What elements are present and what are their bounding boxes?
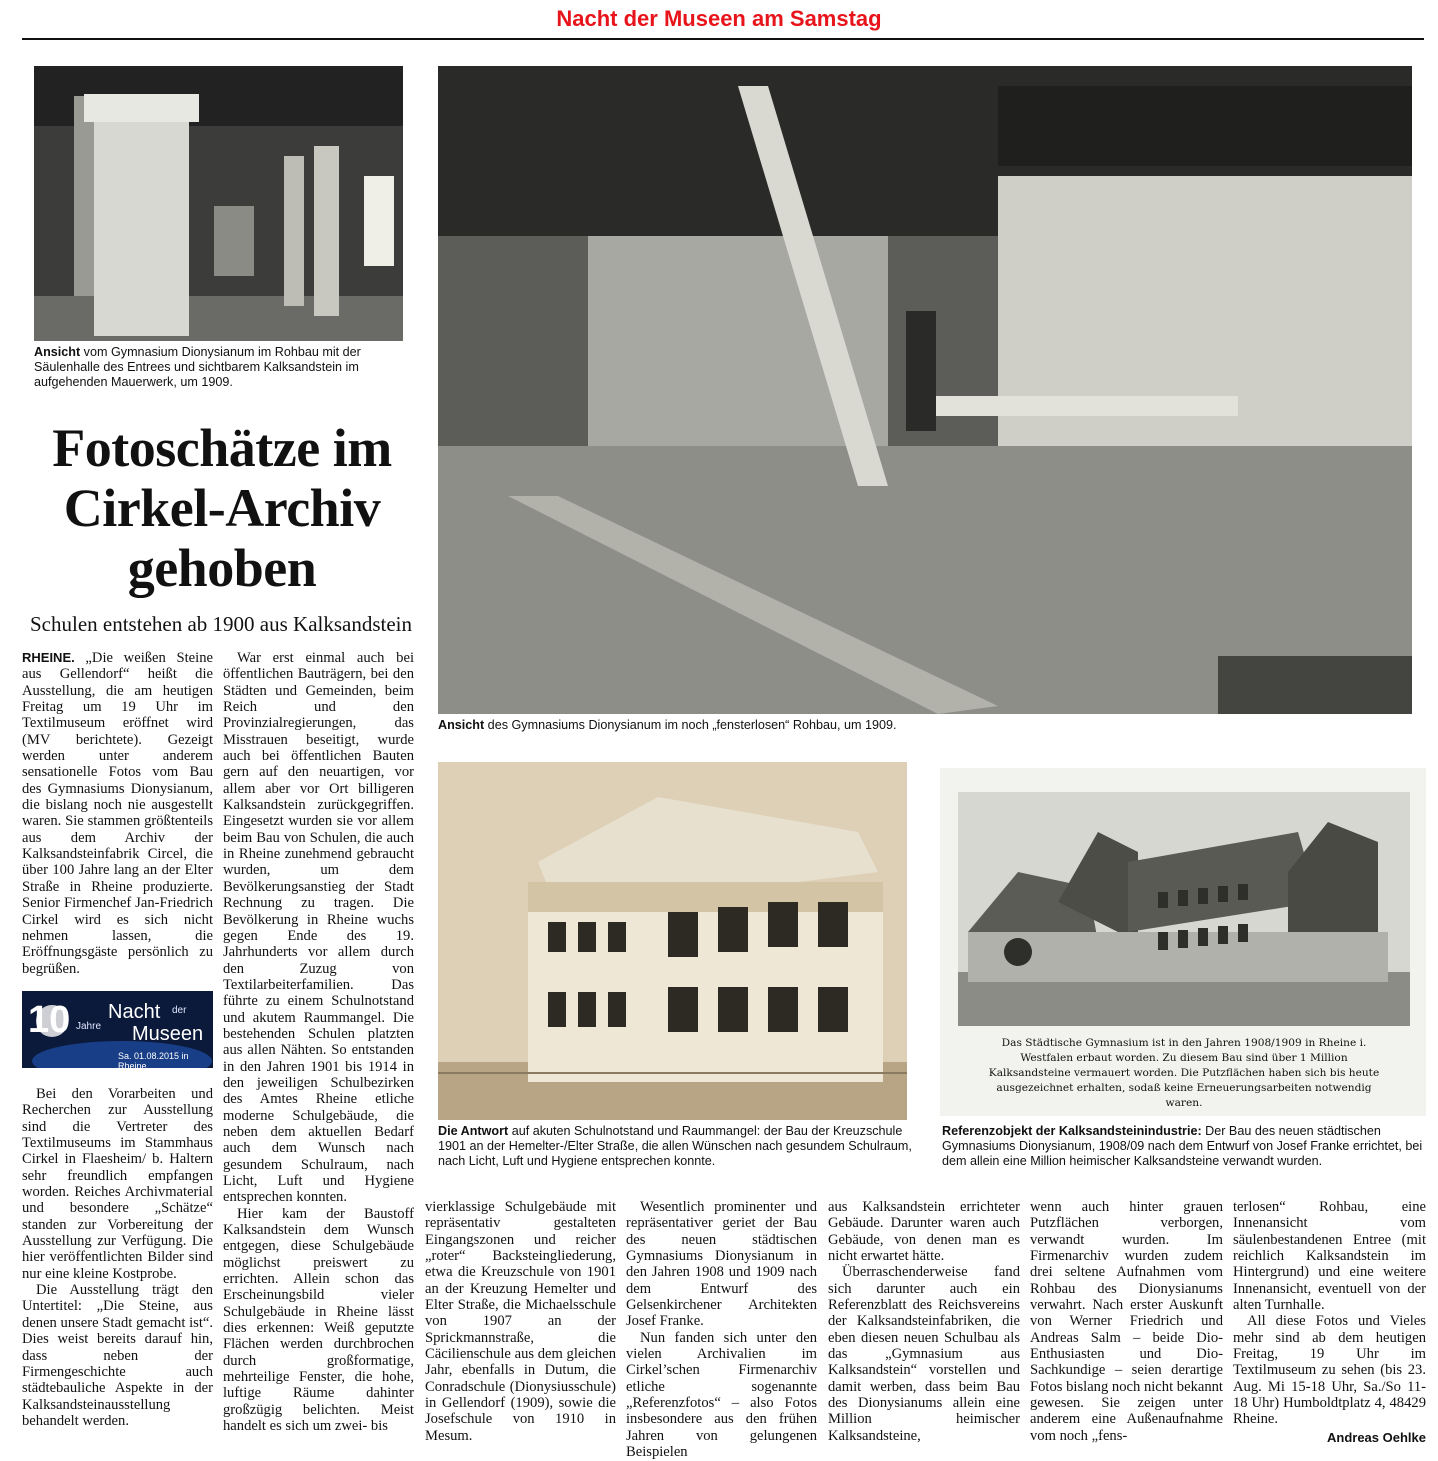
caption-text: auf akuten Schulnotstand und Raummangel: der Bau der Kreuzschule 1901 an der Hemelter-/Elter Straße, die allen Wünschen nach gesundem Schulraum, nach Licht, Luft und Hygiene entsprechen konnte. [438,1124,912,1168]
photo-column-hall [34,66,403,341]
badge-jahre: Jahre [76,1021,102,1032]
caption-text: vom Gymnasium Dionysianum im Rohbau mit der Säulenhalle des Entrees und sichtbarem Kalksandstein im aufgehenden Mauerwerk, um 1909. [34,345,361,389]
body-column-3 [425,1199,616,1444]
headline-line: Cirkel-Archiv [63,478,381,538]
body-column-4 [626,1199,817,1461]
nacht-der-museen-badge [22,991,213,1068]
paragraph: aus Kalksandstein errichteter Gebäude. Darunter waren auch Gebäude, von denen man es nicht erwartet hätte. [828,1199,1020,1265]
caption-bold: Ansicht [438,718,485,732]
paragraph: Die Ausstellung trägt den Untertitel: „Die Steine, aus denen unsere Stadt gemacht ist“. Dies weist bereits darauf hin, dass neben der Firmengeschichte auch städtebauliche Aspekte in der Kalksandsteinausstellung behandelt werden. [22,1282,213,1429]
paragraph [22,650,213,977]
photo-kreuzschule [438,762,907,1120]
paragraph: Bei den Vorarbeiten und Recherchen zur Ausstellung sind die Vertreter des Textilmuseums im Stammhaus Cirkel in Flaesheim/ b. Haltern sehr freundlich empfangen worden. Reiches Archivmaterial und besondere „Schätze“ standen zur Vorbereitung der Ausstellung zur Verfügung. Die hier veröffentlichten Bilder sind nur eine kleine Kostprobe. [22,1086,213,1282]
paragraph: terlosen“ Rohbau, eine Innenansicht vom säulenbestandenen Entree (mit reichlich Kalksandstein im Hintergrund) und eine weitere Innenansicht, eventuell von der alten Turnhalle. [1233,1199,1426,1314]
top-rule [22,38,1424,40]
reference-document [940,768,1426,1116]
headline [30,418,414,598]
paragraph-text: „Die weißen Steine aus Gellendorf“ heißt die Ausstellung, die am heutigen Freitag um 19 Uhr im Textilmuseum eröffnet wird (MV berichtete). Gezeigt werden unter anderem sensationelle Fotos vom Bau des Gymnasiums Dionysianum, die bislang noch nie ausgestellt waren. Sie stammen größtenteils aus dem Archiv der Kalksandsteinfabrik Circel, die über 100 Jahre lang an der Elter Straße in Rheine produzierte. Senior Firmenchef Jan-Friedrich Cirkel wird es sich nicht nehmen lassen, die Eröffnungsgäste persönlich zu begrüßen. [22,650,213,977]
caption-column-hall [34,345,403,390]
caption-interior [438,718,1412,733]
paragraph: Überraschenderweise fand sich darunter auch ein Referenzblatt des Reichsvereins der Kalksandsteinfabriken, die eben diesen neuen Schulbau als das „Gymnasium aus Kalksandstein“ vorstellen und damit werben, dass beim Bau des Dionysianums allein eine Million heimischer Kalksandsteine, [828,1264,1020,1444]
paragraph: wenn auch hinter grauen Putzflächen verborgen, verwandt wurden. Im Firmenarchiv wurden zudem drei seltene Aufnahmen vom Rohbau des Dionysianums verwahrt. Nach erster Auskunft von Werner Friedrich und Andreas Salm – beide Dio-Enthusiasten und Dio-Sachkundige – seien derartige Fotos bislang noch nicht bekannt gewesen. Sie zeigen unter anderem eine Außenaufnahme vom noch „fens- [1030,1199,1223,1444]
paragraph: War erst einmal auch bei öffentlichen Bauträgern, bei den Städten und Gemeinden, beim Reich und den Provinzialregierungen, das Misstrauen beseitigt, wurde auch bei öffentlichen Bauten gern auf den neuartigen, vor allem aber vor Ort billigeren Kalksandstein zurückgegriffen. Eingesetzt wurden sie vor allem beim Bau von Schulen, die auch in Rheine zunehmend gebraucht wurden, um dem Bevölkerungsanstieg der Stadt Rechnung zu tragen. Die Bevölkerung in Rheine wuchs gegen Ende des 19. Jahrhunderts vor allem durch den Zuzug von Textilarbeiterfamilien. Das führte zu einem Schulnotstand und akutem Raummangel. Die bestehenden Schulen platzten aus allen Nähten. So entstanden in den Jahren 1901 bis 1914 in den jeweiligen Schulbezirken des Amtes Rheine etliche moderne Schulgebäude, die neben dem aktuellen Bedarf auch dem Wunsch nach gesundem Schulraum, nach Licht, Luft und Hygiene entsprechen konnten. [223,650,414,1206]
body-column-6 [1030,1199,1223,1444]
body-column-5 [828,1199,1020,1444]
headline-line: gehoben [127,538,317,598]
subheadline: Schulen entstehen ab 1900 aus Kalksandstein [30,612,412,636]
caption-bold: Referenzobjekt der Kalksandsteinindustrie: [942,1124,1202,1138]
paragraph: Hier kam der Baustoff Kalksandstein dem Wunsch entgegen, diese Schulgebäude möglichst preiswert zu errichten. Allein schon das Erscheinungsbild vieler Schulgebäude in Rheine lässt dies erkennen: Weiß geputzte Flächen werden durchbrochen durch großformatige, mehrteilige Fenster, die hohe, luftige Räume dahinter großzügig belichten. Meist handelt es sich um zwei- bis [223,1205,414,1435]
paragraph: All diese Fotos und Vieles mehr sind ab dem heutigen Freitag, 19 Uhr im Textilmuseum zu sehen (bis 23. Aug. Mi 15-18 Uhr, Sa./So 11-18 Uhr) Humboldtplatz 4, 48429 Rheine. [1233,1313,1426,1428]
caption-bold: Die Antwort [438,1124,509,1138]
paragraph: Wesentlich prominenter und repräsentativer geriet der Bau des neuen städtischen Gymnasiums Dionysianum in den Jahren 1908 und 1909 nach dem Entwurf des Gelsenkirchener Architekten Josef Franke. [626,1199,817,1330]
caption-bold: Ansicht [34,345,81,359]
badge-museen: Museen [132,1023,204,1045]
caption-kreuzschule [438,1124,913,1169]
badge-nacht: Nacht [108,1001,161,1023]
caption-text: des Gymnasiums Dionysianum im noch „fensterlosen“ Rohbau, um 1909. [484,718,897,732]
headline-line: Fotoschätze im [52,418,392,478]
body-column-1 [22,650,213,977]
caption-text: Der Bau des neuen städtischen Gymnasiums Dionysianum, 1908/09 nach dem Entwurf von Josef Franke errichtet, bei dem allein eine Million heimischer Kalksandsteine verwandt wurden. [942,1124,1423,1168]
document-caption: Das Städtische Gymnasium ist in den Jahren 1908/1909 in Rheine i. Westfalen erbaut worden. Zu diesem Bau sind über 1 Million Kalksandsteine vermauert worden. Die Putzflächen haben sich bis heute ausgezeichnet erhalten, sodaß keine Erneuerungsarbeiten notwendig waren. [988,1037,1380,1109]
body-column-1b [22,1086,213,1429]
author-byline: Andreas Oehlke [1327,1430,1426,1445]
paragraph: Nun fanden sich unter den vielen Archivalien im Cirkel’schen Firmenarchiv etliche sogenannte „Referenzfotos“ – also Fotos insbesondere aus den frühen Jahren von gelungenen Beispielen [626,1329,817,1461]
photo-gymnasium-reference [958,792,1410,1026]
caption-reference [942,1124,1426,1169]
body-column-2 [223,650,414,1435]
kicker-heading: Nacht der Museen am Samstag [556,6,882,31]
badge-der: der [172,1005,187,1016]
badge-date: Sa. 01.08.2015 in Rheine [118,1051,189,1068]
badge-number: 10 [28,999,71,1041]
paragraph: vierklassige Schulgebäude mit repräsentativ gestalteten Eingangszonen und reicher „roter“ Backsteingliederung, etwa die Kreuzschule von 1901 an der Kreuzung Hemelter und Elter Straße, die Michaelsschule von 1907 an der Sprickmannstraße, die Cäcilienschule aus dem gleichen Jahr, ebenfalls in Dutum, die Conradschule (Dionysiusschule) in Gellendorf (1909), sowie die Josefschule von 1910 in Mesum. [425,1199,616,1444]
body-column-7 [1233,1199,1426,1428]
dateline: RHEINE. [22,650,75,665]
photo-interior-construction [438,66,1412,714]
